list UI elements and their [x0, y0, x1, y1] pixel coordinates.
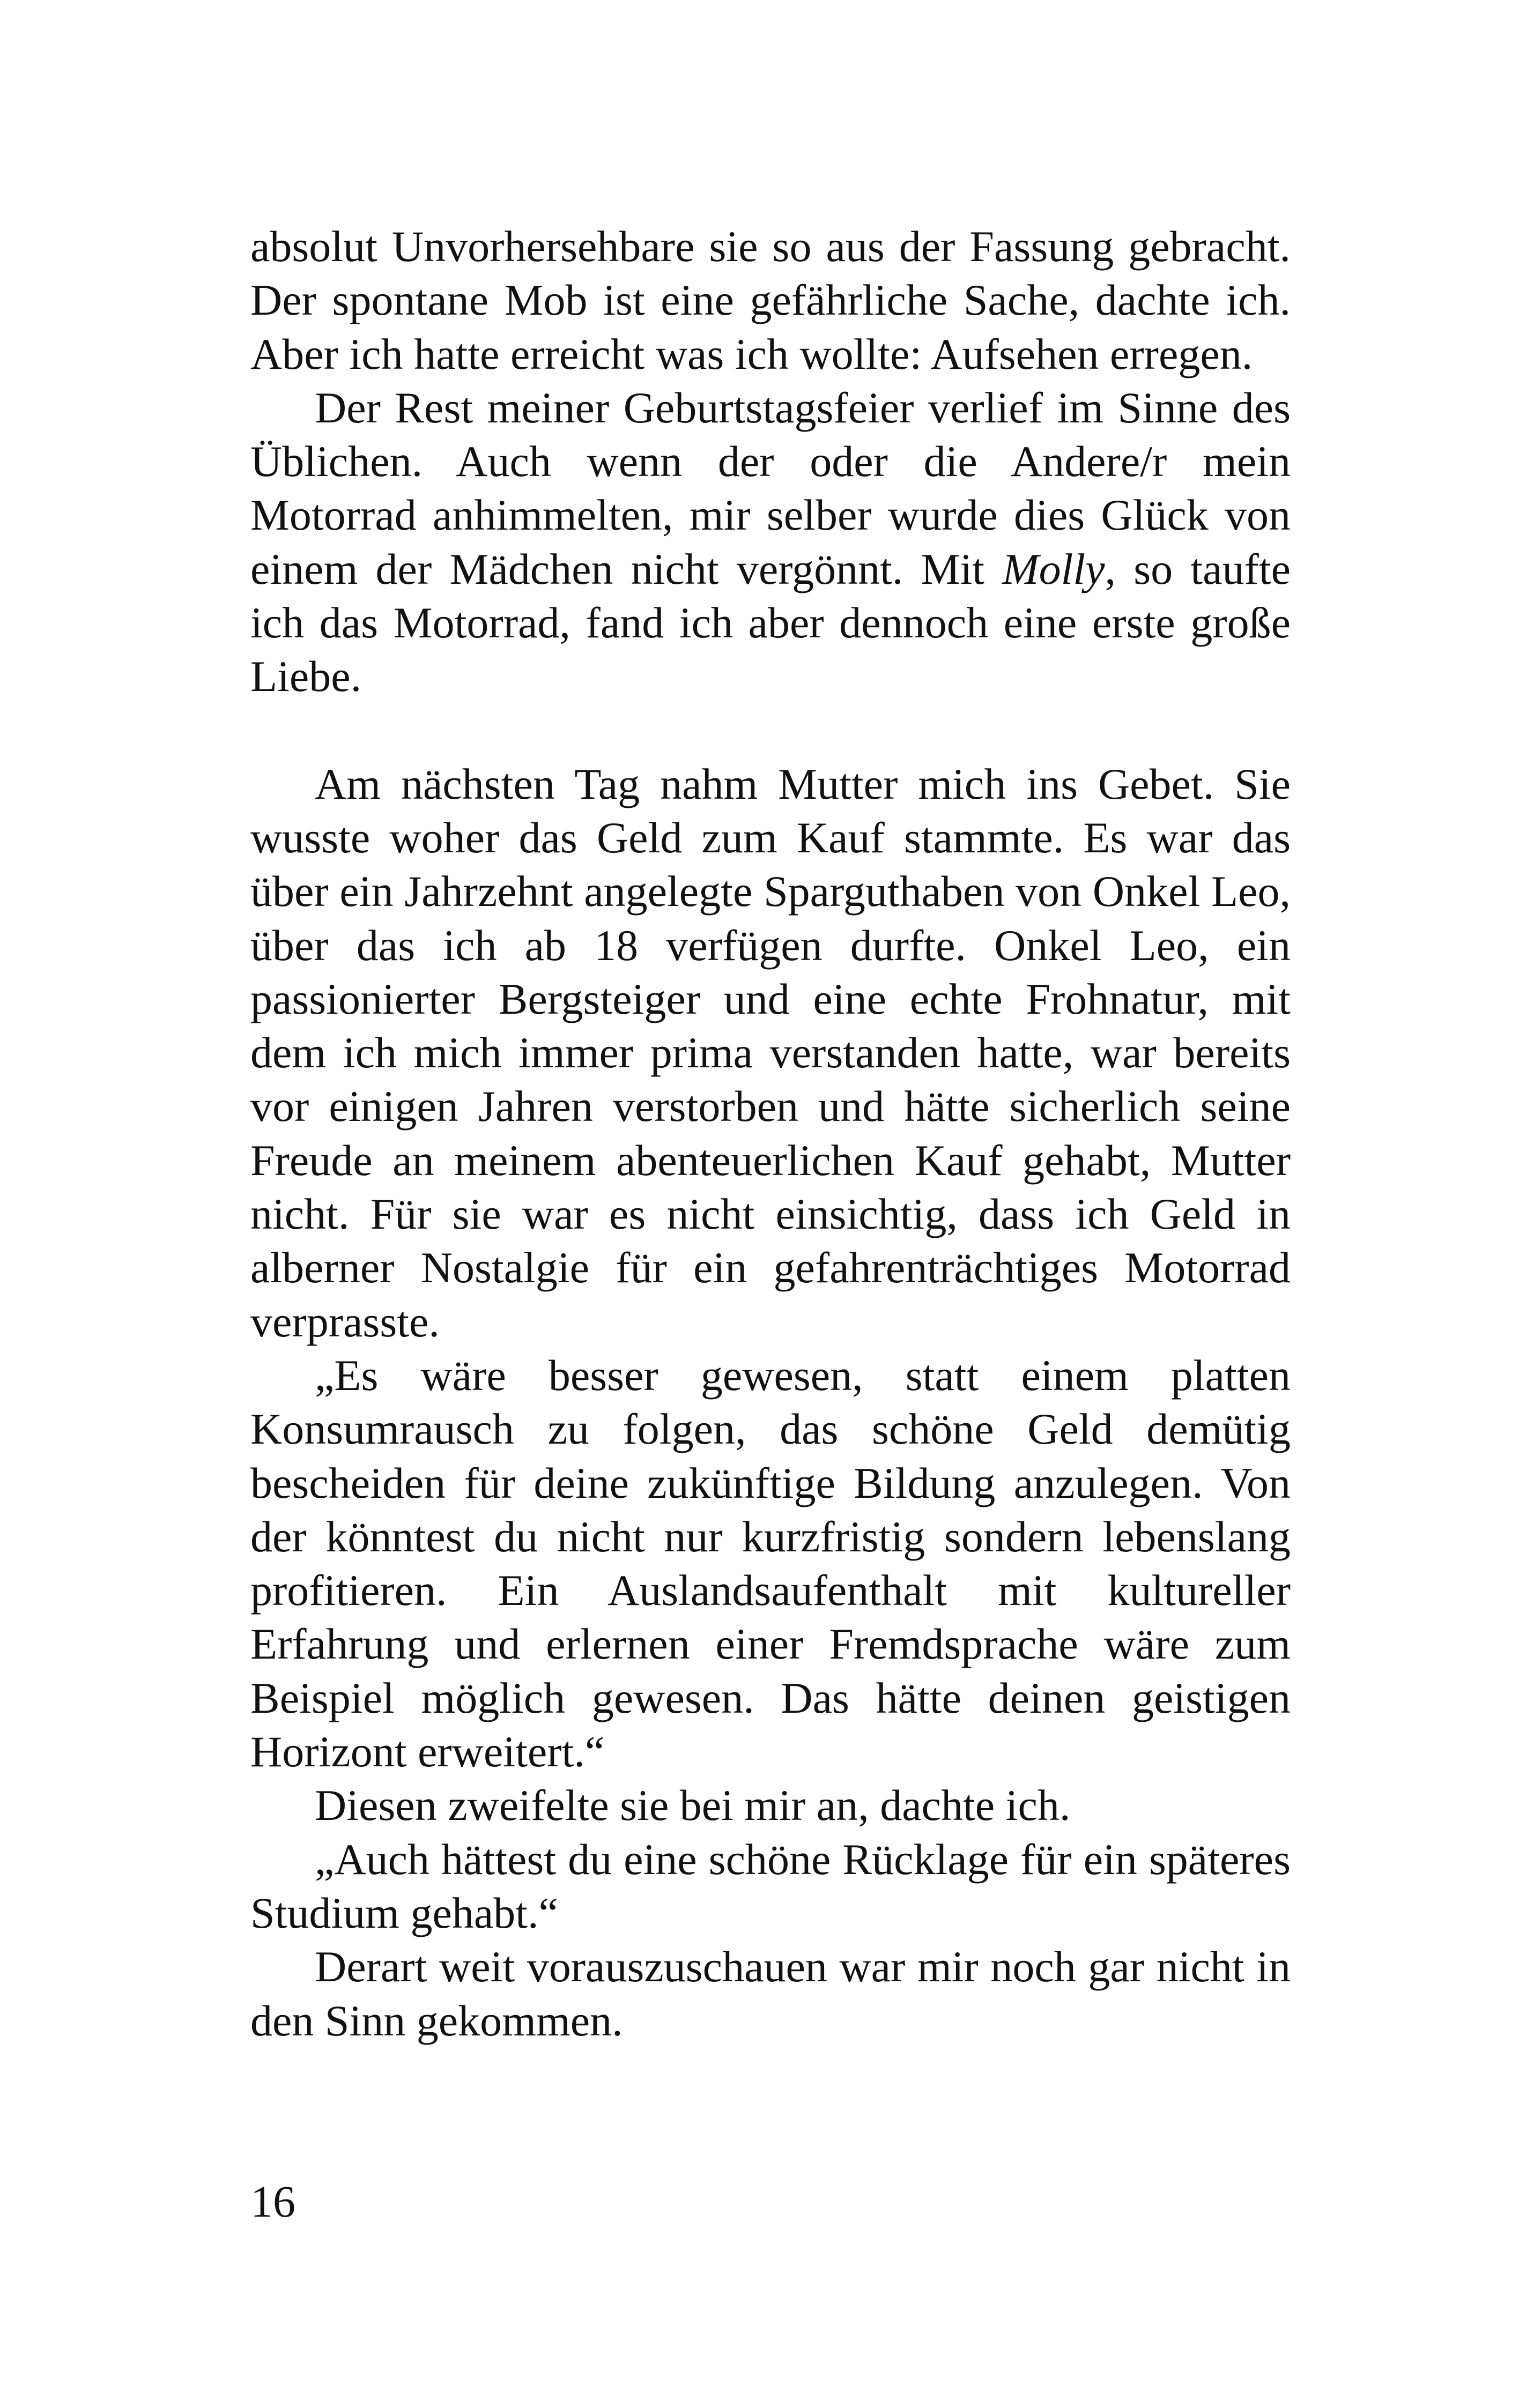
- page-number: 16: [250, 2177, 295, 2227]
- motorcycle-name: Molly: [1002, 544, 1105, 593]
- paragraph-foresight: Derart weit vorauszuschauen war mir noch gar nicht in den Sinn gekommen.: [250, 1942, 1291, 2045]
- paragraph-birthday: [250, 381, 1291, 704]
- paragraph-continued: absolut Unvorhersehbare sie so aus der Fassung gebracht. Der spontane Mob ist eine gefährliche Sache, dachte ich. Aber ich hatte erreicht was ich wollte: Aufsehen erregen.: [250, 222, 1291, 378]
- paragraph-text: , so taufte ich das Motorrad, fand ich aber dennoch eine erste große Liebe.: [250, 544, 1291, 701]
- paragraph-text: Der Rest meiner Geburtstagsfeier verlief im Sinne des Üblichen. Auch wenn der oder die Andere/r mein Motorrad anhimmelten, mir selber wurde dies Glück von einem der Mädchen nicht vergönnt. Mit: [250, 383, 1291, 593]
- paragraph-savings-quote: „Auch hättest du eine schöne Rücklage für ein späteres Studium gehabt.“: [250, 1834, 1291, 1937]
- paragraph-mother-quote: „Es wäre besser gewesen, statt einem platten Konsumrausch zu folgen, das schöne Geld demütig bescheiden für deine zukünftige Bildung anzulegen. Von der könntest du nicht nur kurzfristig sondern lebenslang profitieren. Ein Auslandsaufenthalt mit kultureller Erfahrung und erlernen einer Fremdsprache wäre zum Beispiel möglich gewesen. Das hätte deinen geistigen Horizont erweitert.“: [250, 1350, 1291, 1777]
- body-text: [250, 220, 1291, 2048]
- paragraph-next-day: Am nächsten Tag nahm Mutter mich ins Gebet. Sie wusste woher das Geld zum Kauf stammte. Es war das über ein Jahrzehnt angelegte Sparguthaben von Onkel Leo, über das ich ab 18 verfügen durfte. Onkel Leo, ein passionierter Bergsteiger und eine echte Frohnatur, mit dem ich mich immer prima verstanden hatte, war bereits vor einigen Jahren verstorben und hätte sicherlich seine Freude an meinem abenteuerlichen Kauf gehabt, Mutter nicht. Für sie war es nicht einsichtig, dass ich Geld in alberner Nostalgie für ein gefahrenträchtiges Motorrad verprasste.: [250, 759, 1291, 1346]
- paragraph-doubt: Diesen zweifelte sie bei mir an, dachte ich.: [315, 1781, 1071, 1830]
